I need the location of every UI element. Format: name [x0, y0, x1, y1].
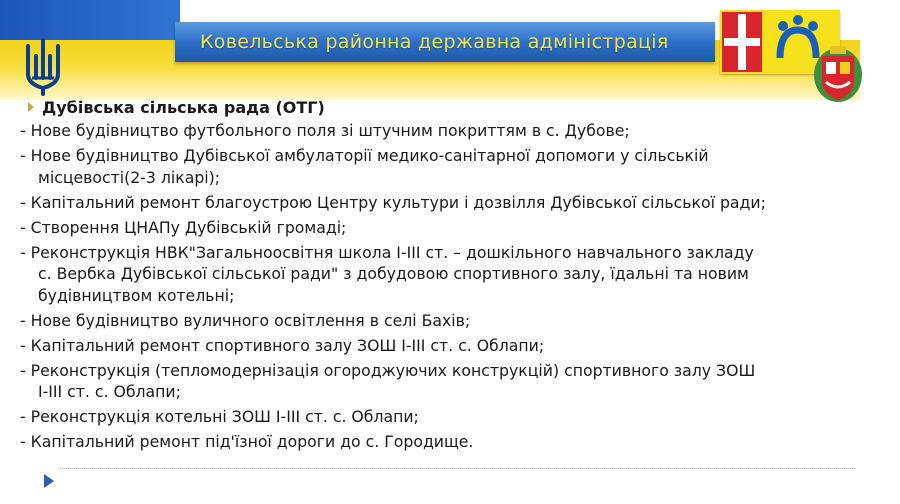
list-item: [20, 242, 890, 307]
list-item-text: - Капітальний ремонт благоустрою Центру культури і дозвілля Дубівської сільської ради;: [20, 192, 766, 212]
list-item-text: - Нове будівництво футбольного поля зі штучним покриттям в с. Дубове;: [20, 121, 630, 140]
list-item-continuation: І-ІІІ ст. с. Облапи;: [38, 382, 181, 401]
list-item-text: - Реконструкція НВК"Загальноосвітня школа І-ІІІ ст. – дошкільного навчального закладу: [20, 242, 754, 262]
list-item-continuation: будівництвом котельні;: [38, 285, 235, 305]
list-item-text: - Нове будівництво Дубівської амбулаторії медико-санітарної допомоги у сільській: [20, 146, 709, 165]
next-arrow-icon: [44, 474, 54, 488]
section-heading: [20, 96, 890, 118]
list-item-text: - Створення ЦНАПу Дубівській громаді;: [20, 217, 347, 237]
list-item-text: - Реконструкція (тепломодернізація огороджуючих конструкцій) спортивного залу ЗОШ: [20, 360, 756, 380]
list-item-continuation: с. Вербка Дубівської сільської ради" з добудовою спортивного залу, їдальні та новим: [38, 264, 749, 283]
list-item: [20, 335, 890, 357]
list-item-text: - Капітальний ремонт спортивного залу ЗОШ І-ІІІ ст. с. Облапи;: [20, 335, 545, 355]
list-item: [20, 310, 890, 332]
list-item-continuation: місцевості(2-3 лікарі);: [38, 167, 221, 187]
project-list: [20, 120, 890, 453]
list-item: [20, 406, 890, 428]
list-item: [20, 192, 890, 214]
header-title: Ковельська районна державна адміністрація: [200, 31, 669, 53]
coat-of-arms-icon: [812, 42, 864, 104]
list-item-text: - Нове будівництво вуличного освітлення в селі Бахів;: [20, 310, 471, 330]
bullet-arrow-icon: [28, 102, 34, 112]
list-item: [20, 217, 890, 239]
list-item: [20, 145, 890, 188]
list-item-text: - Капітальний ремонт під'їзної дороги до с. Городище.: [20, 432, 474, 451]
list-item-text: - Реконструкція котельні ЗОШ І-ІІІ ст. с. Облапи;: [20, 407, 419, 426]
content-area: [20, 96, 890, 456]
footer-divider: [60, 468, 855, 469]
list-item: [20, 120, 890, 142]
heading-text: Дубівська сільська рада (ОТГ): [42, 97, 325, 117]
ukraine-trident-icon: [18, 38, 68, 96]
list-item: [20, 360, 890, 403]
header-banner: [0, 0, 900, 100]
list-item: [20, 431, 890, 453]
